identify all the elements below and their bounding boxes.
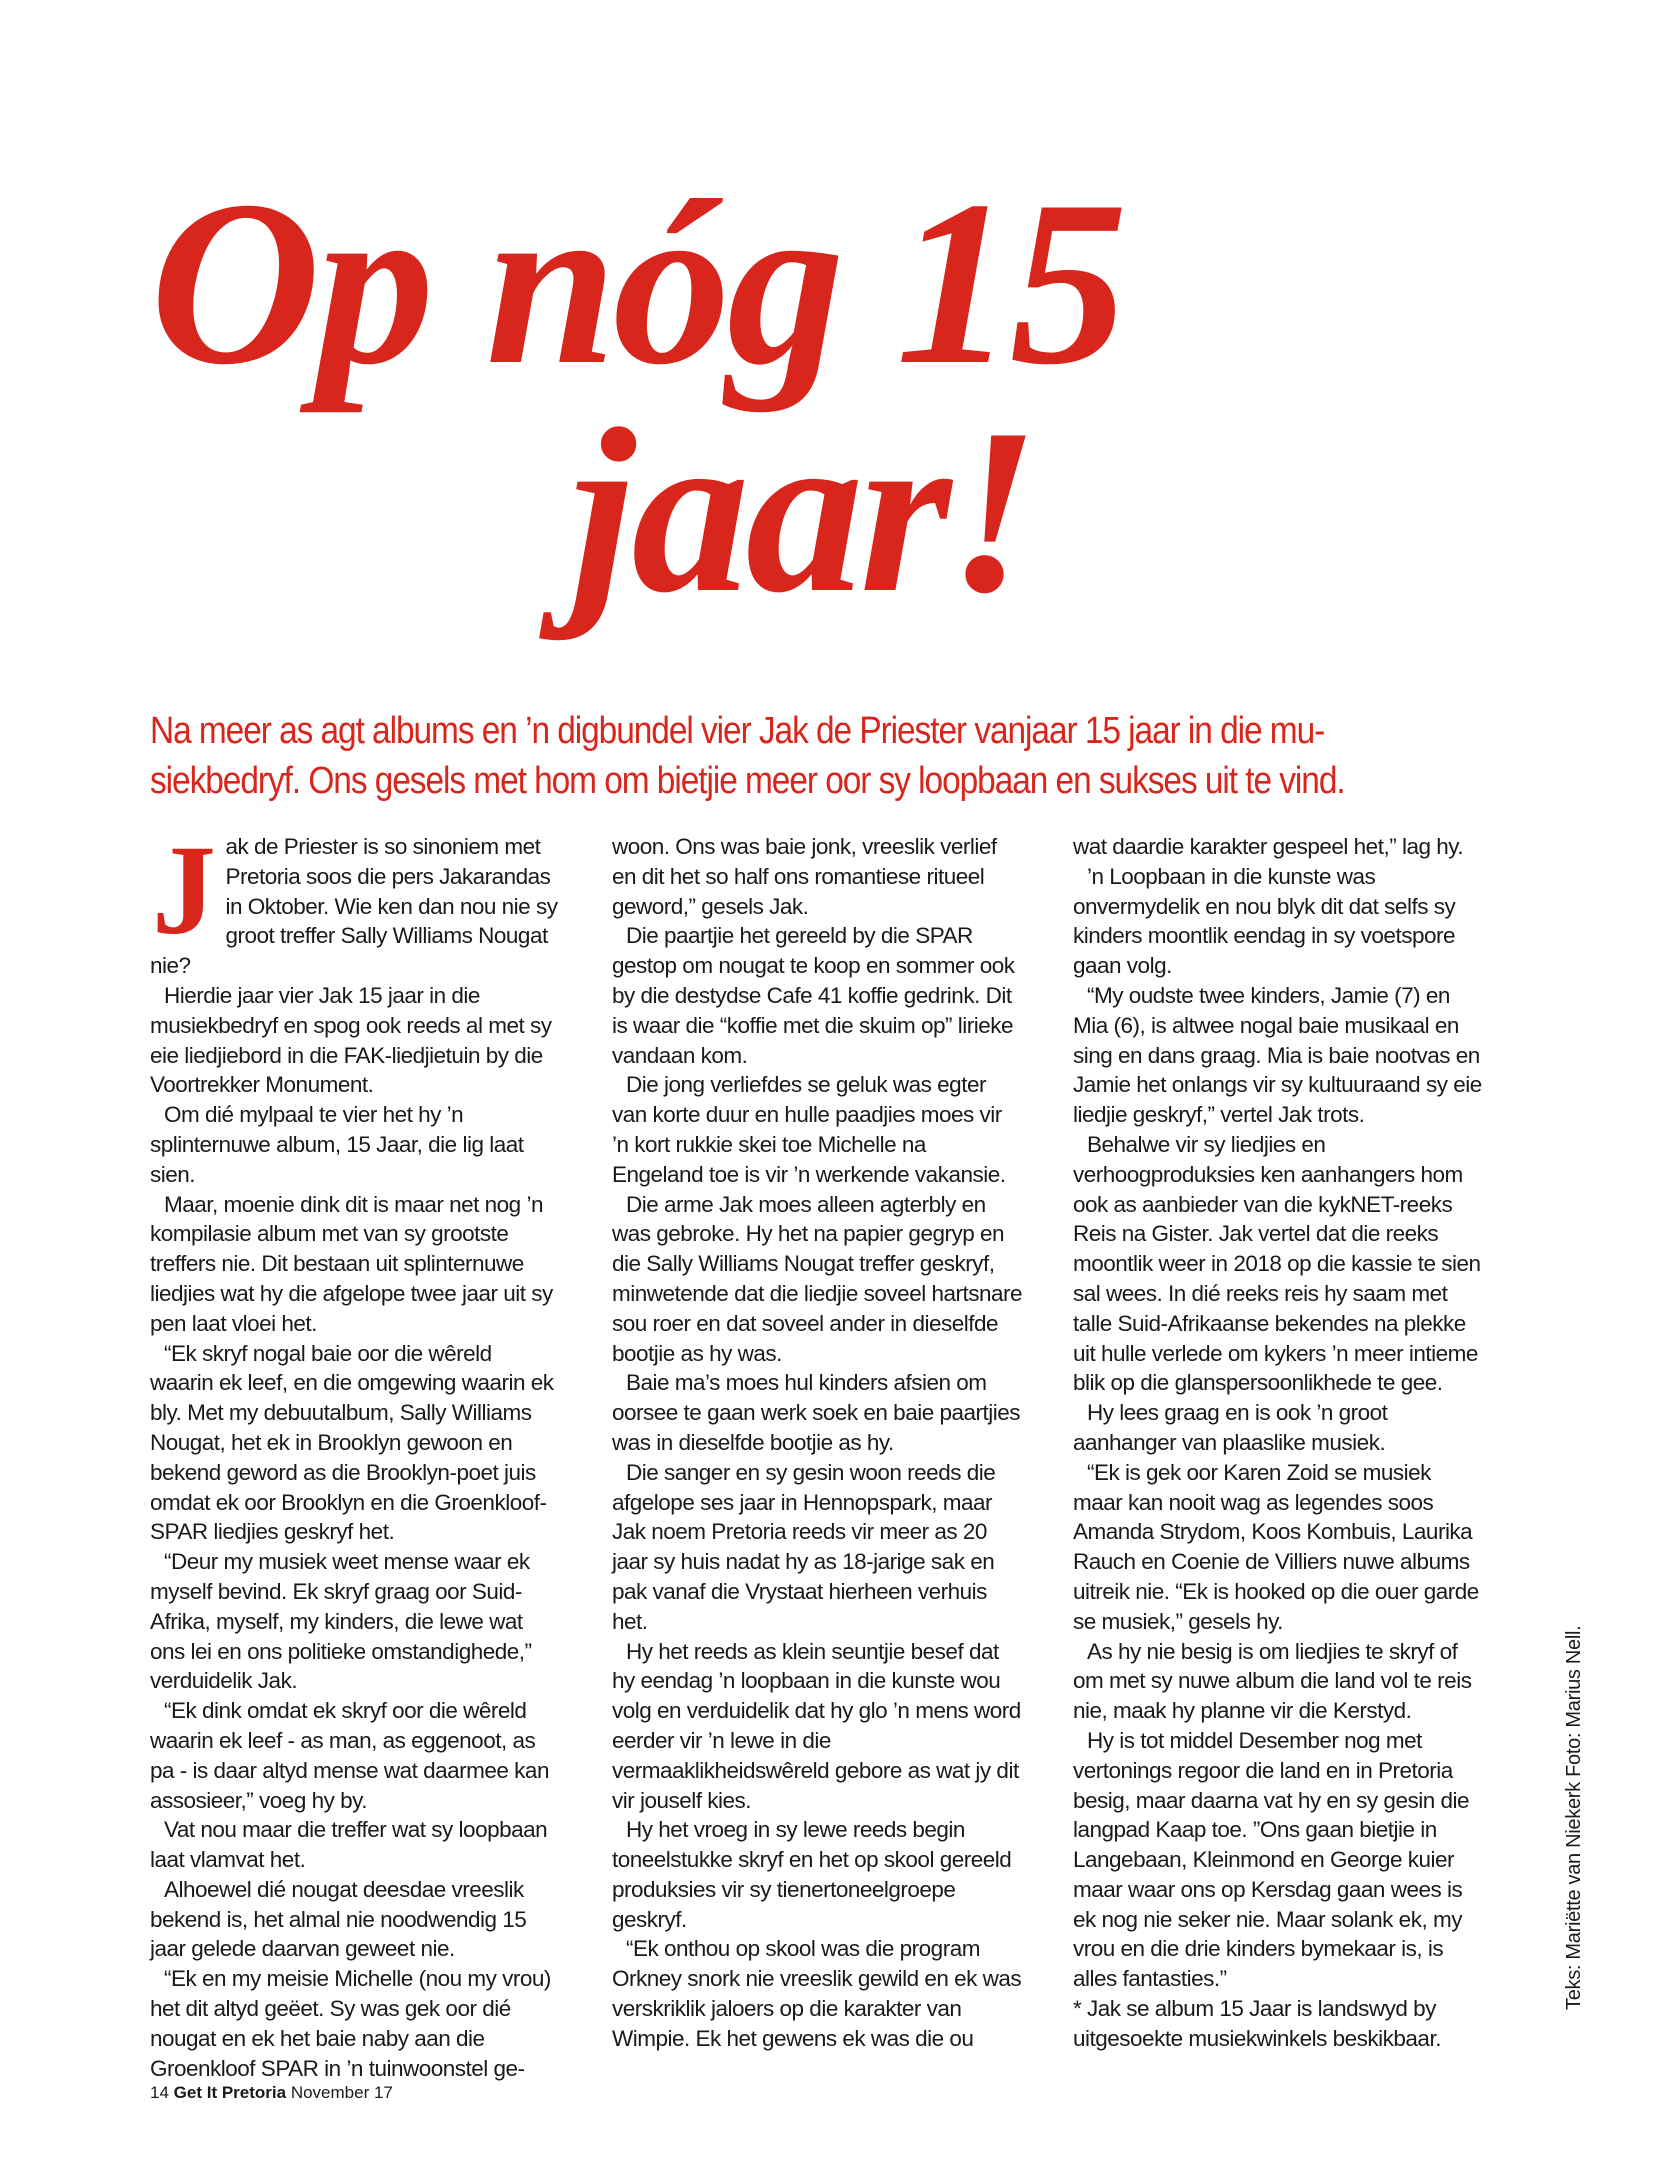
paragraph: As hy nie besig is om liedjies te skryf of om met sy nuwe album die land vol te reis nie, maak hy planne vir die Kerstyd. <box>1073 1638 1472 1724</box>
subtitle-line-1: Na meer as agt albums en ’n digbundel vier Jak de Priester vanjaar 15 jaar in die mu- <box>150 710 1325 752</box>
paragraph: Die jong verliefdes se geluk was egter van korte duur en hulle paadjies moes vir ’n kort rukkie skei toe Michelle na Engeland toe is vir ’n werkende vakansie. <box>612 1072 1006 1187</box>
paragraph: Hy lees graag en is ook ’n groot aanhanger van plaaslike musiek. <box>1073 1400 1388 1455</box>
headline-line-1: Op nóg 15 <box>150 153 1124 414</box>
magazine-name: Get It Pretoria <box>173 2083 287 2102</box>
paragraph: Die arme Jak moes alleen agterbly en was gebroke. Hy het na papier gegryp en die Sally Williams Nougat treffer geskryf, minwetende dat die liedjie soveel hartsnare sou roer en dat soveel ander in dieselfde bootjie as hy was. <box>612 1191 1023 1366</box>
paragraph: “Deur my musiek weet mense waar ek myself bevind. Ek skryf graag oor Suid-Afrika, myself, my kinders, die lewe wat ons lei en ons politieke omstandighede,” verduidelik Jak. <box>150 1549 532 1694</box>
paragraph: Hy het vroeg in sy lewe reeds begin toneelstukke skryf en het op skool gereeld produksies vir sy tienertoneelgroepe geskryf. <box>612 1817 1012 1932</box>
article-body <box>150 819 1500 2081</box>
photo-credit: Teks: Mariëtte van Niekerk Foto: Marius Nell. <box>1563 1625 1585 2010</box>
paragraph: “Ek dink omdat ek skryf oor die wêreld waarin ek leef - as man, as eggenoot, as pa - is daar altyd mense wat daarmee kan assosieer,” voeg hy by. <box>150 1698 549 1813</box>
paragraph: “Ek skryf nogal baie oor die wêreld waarin ek leef, en die omgewing waarin ek bly. Met my debuutalbum, Sally Williams Nougat, het ek in Brooklyn gewoon en bekend geword as die Brooklyn-poet juis omdat ek oor Brooklyn en die Groenkloof-SPAR liedjies geskryf het. <box>150 1340 554 1545</box>
paragraph: Maar, moenie dink dit is maar net nog ’n kompilasie album met van sy grootste treffers nie. Dit bestaan uit splinternuwe liedjies wat hy die afgelope twee jaar uit sy pen laat vloei het. <box>150 1191 553 1336</box>
paragraph: Hierdie jaar vier Jak 15 jaar in die musiekbedryf en spog ook reeds al met sy eie liedjiebord in die FAK-liedjietuin by die Voortrekker Monument. <box>150 982 552 1098</box>
paragraph: “Ek onthou op skool was die program Orkney snork nie vreeslik gewild en ek was verskriklik jaloers op die karakter van Wimpie. Ek het gewens ek was die ou <box>612 1936 1022 2051</box>
page-number: 14 <box>150 2083 169 2102</box>
paragraph: wat daardie karakter gespeel het,” lag hy. <box>1073 834 1464 859</box>
paragraph: “Ek is gek oor Karen Zoid se musiek maar kan nooit wag as legendes soos Amanda Strydom, Koos Kombuis, Laurika Rauch en Coenie de Villiers nuwe albums uitreik nie. “Ek is hooked op die ouer garde se musiek,” gesels hy. <box>1073 1459 1479 1634</box>
article-column-2 <box>612 832 1022 2054</box>
paragraph: Om dié mylpaal te vier het hy ’n splinternuwe album, 15 Jaar, die lig laat sien. <box>150 1102 524 1187</box>
paragraph: Behalwe vir sy liedjies en verhoogproduksies ken aanhangers hom ook as aanbieder van die kykNET-reeks Reis na Gister. Jak vertel dat die reeks moontlik weer in 2018 op die kassie te sien sal wees. In dié reeks reis hy saam met talle Suid-Afrikaanse bekendes na plekke uit hulle verlede om kykers ’n meer intieme blik op die glanspersoonlikhede te gee. <box>1073 1131 1481 1396</box>
paragraph: Hy het reeds as klein seuntjie besef dat hy eendag ’n loopbaan in die kunste wou volg en verduidelik dat hy glo ’n mens word eerder vir ’n lewe in die vermaaklikheidswêreld gebore as wat jy dit vir jouself kies. <box>612 1638 1021 1813</box>
paragraph: ak de Priester is so sinoniem met Pretoria soos die pers Jakarandas in Oktober. Wie ken dan nou nie sy groot treffer Sally Williams Nougat nie? <box>150 834 558 979</box>
issue-date: November 17 <box>290 2083 393 2102</box>
paragraph: Alhoewel dié nougat deesdae vreeslik bekend is, het almal nie noodwendig 15 jaar gelede daarvan geweet nie. <box>150 1876 527 1962</box>
drop-cap: J <box>152 819 216 961</box>
headline <box>150 153 1550 642</box>
paragraph: * Jak se album 15 Jaar is landswyd by uitgesoekte musiekwinkels beskikbaar. <box>1073 1996 1441 2051</box>
paragraph: Die paartjie het gereeld by die SPAR gestop om nougat te koop en sommer ook by die destydse Cafe 41 koffie gedrink. Dit is waar die “koffie met die skuim op” lirieke vandaan kom. <box>612 923 1015 1068</box>
paragraph: ’n Loopbaan in die kunste was onvermydelik en nou blyk dit dat selfs sy kinders moontlik eendag in sy voetspore gaan volg. <box>1073 863 1456 979</box>
subtitle-line-2: siekbedryf. Ons gesels met hom om bietjie meer oor sy loopbaan en sukses uit te vind. <box>150 760 1345 802</box>
headline-line-2: jaar! <box>570 381 1036 642</box>
paragraph: Hy is tot middel Desember nog met vertonings regoor die land en in Pretoria besig, maar daarna vat hy en sy gesin die langpad Kaap toe. ”Ons gaan bietjie in Langebaan, Kleinmond en George kuier maar waar ons op Kersdag gaan wees is ek nog nie seker nie. Maar solank ek, my vrou en die drie kinders bymekaar is, is alles fantasties.” <box>1073 1727 1469 1992</box>
paragraph: Vat nou maar die treffer wat sy loopbaan laat vlamvat het. <box>150 1817 548 1873</box>
paragraph: woon. Ons was baie jonk, vreeslik verlief en dit het so half ons romantiese ritueel geword,” gesels Jak. <box>612 834 997 919</box>
paragraph: Baie ma’s moes hul kinders afsien om oorsee te gaan werk soek en baie paartjies was in dieselfde bootjie as hy. <box>612 1370 1021 1455</box>
subtitle <box>150 706 1345 806</box>
paragraph: “My oudste twee kinders, Jamie (7) en Mia (6), is altwee nogal baie musikaal en sing en dans graag. Mia is baie nootvas en Jamie het onlangs vir sy kultuuraand sy eie liedjie geskryf,” vertel Jak trots. <box>1073 982 1482 1128</box>
paragraph: “Ek en my meisie Michelle (nou my vrou) het dit altyd geëet. Sy was gek oor dié nougat en ek het baie naby aan die Groenkloof SPAR in ’n tuinwoonstel ge- <box>150 1966 551 2081</box>
page-footer <box>150 2083 393 2103</box>
article-column-1 <box>150 819 560 2083</box>
article-column-3 <box>1073 832 1483 2054</box>
paragraph: Die sanger en sy gesin woon reeds die afgelope ses jaar in Hennopspark, maar Jak noem Pretoria reeds vir meer as 20 jaar sy huis nadat hy as 18-jarige sak en pak vanaf die Vrystaat hierheen verhuis het. <box>612 1459 996 1634</box>
